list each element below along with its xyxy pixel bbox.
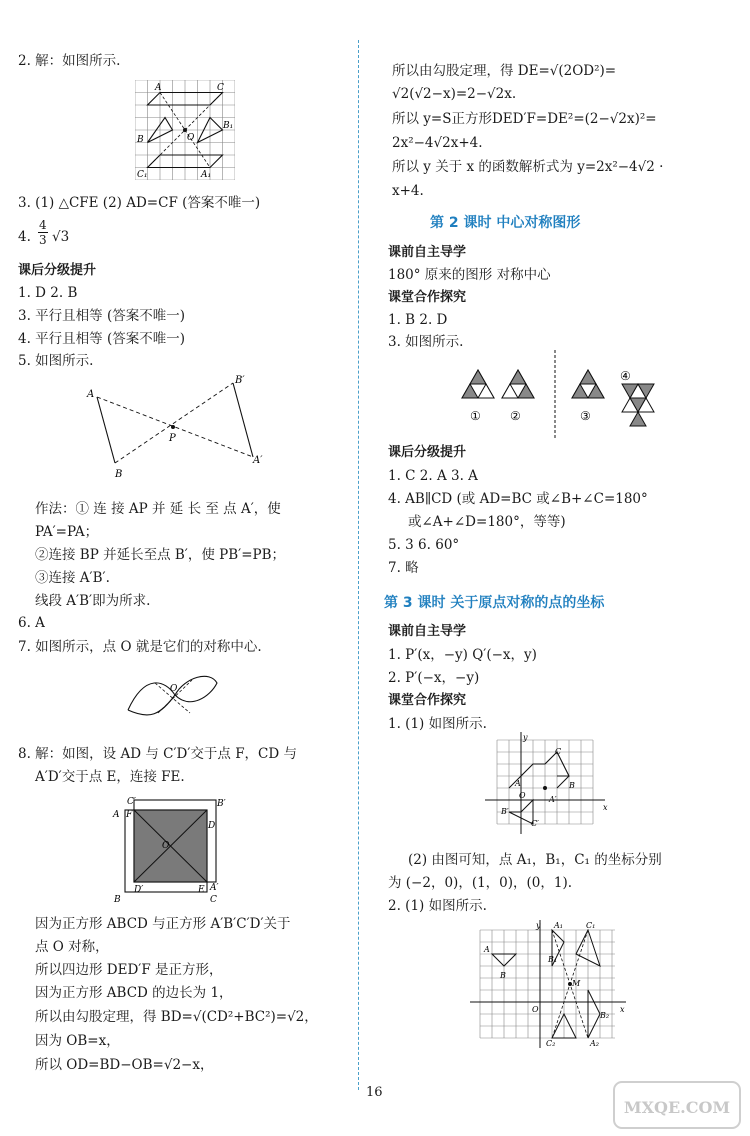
symmetry-figure-q7 xyxy=(120,665,225,725)
svg-text:A: A xyxy=(87,389,95,400)
proof-line-7: 所以 OD=BD−OB=√2−x， xyxy=(35,1057,214,1073)
circled-label-2: ② xyxy=(510,409,521,423)
answer-q3: 3. (1) △CFE (2) AD=CF (答案不唯一) xyxy=(18,195,261,211)
answer-a8-line1: 8. 解：如图，设 AD 与 C′D′交于点 F，CD 与 xyxy=(18,746,298,762)
answer-a5: 5. 如图所示. xyxy=(18,353,94,369)
proof-line-5: 所以由勾股定理，得 BD=√(CD²+BC²)=√2， xyxy=(35,1009,318,1025)
svg-text:O: O xyxy=(170,684,178,694)
svg-text:A′: A′ xyxy=(210,883,219,893)
lesson-2-title xyxy=(430,212,580,232)
svg-text:B′: B′ xyxy=(501,807,509,816)
proof-line-4: 因为正方形 ABCD 的边长为 1， xyxy=(35,985,233,1001)
fraction-4-3 xyxy=(38,218,48,247)
svg-text:B′: B′ xyxy=(217,799,226,809)
svg-text:O: O xyxy=(162,841,170,851)
pre-answer-1: 1. P′(x，−y) Q′(−x，y) xyxy=(388,647,537,663)
square-figure-q8 xyxy=(110,792,230,904)
svg-text:x: x xyxy=(620,1005,625,1014)
proof-line-2: 点 O 对称， xyxy=(35,939,109,955)
answer-q4-num: 4. xyxy=(18,229,31,245)
answer-a8-line2: A′D′交于点 E，连接 FE. xyxy=(35,769,185,785)
svg-text:A: A xyxy=(484,945,490,954)
fraction-denominator: 3 xyxy=(39,233,47,247)
after-answer-4b: 或∠A+∠D=180°，等等) xyxy=(408,514,566,530)
coordinate-grid-figure-1 xyxy=(485,730,615,840)
after-answer-1: 1. C 2. A 3. A xyxy=(388,468,478,484)
method-line-1: 作法：① 连 接 AP 并 延 长 至 点 A′，使 xyxy=(35,501,281,517)
coop-answer-1: 1. B 2. D xyxy=(388,312,448,328)
svg-text:B: B xyxy=(115,469,123,480)
section-pre-class-2: 课前自主导学 xyxy=(388,624,467,639)
triangle-patterns-figure xyxy=(460,350,720,445)
answer-a3: 3. 平行且相等 (答案不唯一) xyxy=(18,308,185,324)
circled-label-4: ④ xyxy=(620,369,631,383)
svg-text:A₁: A₁ xyxy=(201,170,212,180)
after-answer-4a: 4. AB∥CD (或 AD=BC 或∠B+∠C=180° xyxy=(388,491,648,507)
svg-text:B₁: B₁ xyxy=(223,121,234,131)
answer-a1: 1. D 2. B xyxy=(18,285,78,301)
section-cooperative: 课堂合作探究 xyxy=(388,290,467,305)
svg-text:A′: A′ xyxy=(253,455,263,466)
svg-text:B: B xyxy=(114,895,121,904)
lesson-3-label: 第 3 课时 关于原点对称的点的坐标 xyxy=(384,595,605,611)
svg-text:M: M xyxy=(572,979,581,988)
svg-text:B′: B′ xyxy=(235,375,245,386)
svg-text:B₁: B₁ xyxy=(548,955,558,964)
svg-text:C: C xyxy=(217,83,224,93)
section-heading-after-class: 课后分级提升 xyxy=(18,263,97,278)
right-line-3: 所以 y=S正方形DED′F=DE²=(2−√2x)²= xyxy=(392,111,657,127)
svg-text:P: P xyxy=(169,433,176,444)
right-line-1: 所以由勾股定理，得 DE=√(2OD²)= xyxy=(392,63,617,79)
method-line-4: ③连接 A′B′. xyxy=(35,570,110,586)
section-after-class-2: 课后分级提升 xyxy=(388,445,467,460)
circled-label-1: ① xyxy=(470,409,481,423)
svg-text:A: A xyxy=(515,779,521,788)
svg-text:D: D xyxy=(208,821,216,831)
pre-class-answer: 180° 原来的图形 对称中心 xyxy=(388,267,551,283)
svg-text:B: B xyxy=(500,971,506,980)
method-line-3: ②连接 BP 并延长至点 B′，使 PB′=PB； xyxy=(35,547,286,563)
coop2-answer-3: 2. (1) 如图所示. xyxy=(388,898,487,914)
svg-text:F: F xyxy=(126,810,133,820)
page-number: 16 xyxy=(366,1085,383,1100)
svg-text:C₁: C₁ xyxy=(137,170,148,180)
svg-text:C′: C′ xyxy=(127,797,136,807)
section-cooperative-2: 课堂合作探究 xyxy=(388,693,467,708)
svg-text:C′: C′ xyxy=(531,819,539,828)
right-line-2: √2(√2−x)=2−√2x. xyxy=(392,86,517,102)
column-divider xyxy=(358,40,359,1090)
answer-q2: 2. 解：如图所示. xyxy=(18,53,121,69)
svg-text:A: A xyxy=(155,83,162,93)
coop2-answer-1: 1. (1) 如图所示. xyxy=(388,716,487,732)
right-line-4: 2x²−4√2x+4. xyxy=(392,135,483,151)
right-line-6: x+4. xyxy=(392,183,424,199)
coop2-answer-2a: (2) 由图可知，点 A₁，B₁，C₁ 的坐标分别 xyxy=(408,852,662,868)
after-answer-5: 5. 3 6. 60° xyxy=(388,537,460,553)
svg-text:O: O xyxy=(187,133,195,143)
symmetry-figure-q5 xyxy=(85,375,270,490)
svg-text:x: x xyxy=(603,803,608,812)
svg-text:O: O xyxy=(519,791,526,800)
method-line-5: 线段 A′B′即为所求. xyxy=(35,593,151,609)
circled-label-3: ③ xyxy=(580,409,591,423)
coop2-answer-2b: 为 (−2，0)，(1，0)，(0，1). xyxy=(388,875,573,891)
pre-answer-2: 2. P′(−x，−y) xyxy=(388,670,480,686)
watermark-text: MXQE.COM xyxy=(623,1098,731,1117)
svg-text:y: y xyxy=(523,733,528,742)
svg-text:E: E xyxy=(198,885,205,895)
coop-answer-3: 3. 如图所示. xyxy=(388,334,464,350)
lesson-3-title xyxy=(384,592,604,612)
svg-text:B: B xyxy=(569,781,575,790)
svg-text:y: y xyxy=(536,921,541,930)
right-line-5: 所以 y 关于 x 的函数解析式为 y=2x²−4√2 · xyxy=(392,159,664,175)
svg-text:A₂: A₂ xyxy=(590,1039,599,1048)
svg-text:C₁: C₁ xyxy=(586,921,596,930)
fraction-numerator: 4 xyxy=(39,218,47,232)
answer-q4-sqrt: √3 xyxy=(52,229,70,245)
answer-a6: 6. A xyxy=(18,615,45,631)
answer-a4: 4. 平行且相等 (答案不唯一) xyxy=(18,331,185,347)
svg-text:A′: A′ xyxy=(549,795,557,804)
method-line-2: PA′=PA； xyxy=(35,524,99,540)
svg-text:O: O xyxy=(532,1005,539,1014)
svg-text:D′: D′ xyxy=(134,885,144,895)
after-answer-7: 7. 略 xyxy=(388,560,419,576)
lesson-2-label: 第 2 课时 中心对称图形 xyxy=(430,215,581,231)
svg-text:C: C xyxy=(555,747,562,756)
section-pre-class: 课前自主导学 xyxy=(388,245,467,260)
coordinate-grid-figure-2 xyxy=(470,918,630,1053)
svg-text:C: C xyxy=(210,895,217,904)
proof-line-1: 因为正方形 ABCD 与正方形 A′B′C′D′关于 xyxy=(35,916,291,932)
svg-text:B: B xyxy=(137,135,144,145)
proof-line-3: 所以四边形 DED′F 是正方形， xyxy=(35,962,223,978)
svg-text:B₂: B₂ xyxy=(600,1011,610,1020)
proof-line-6: 因为 OB=x， xyxy=(35,1033,120,1049)
watermark-logo xyxy=(612,1080,742,1130)
svg-text:A₁: A₁ xyxy=(554,921,563,930)
svg-text:C₂: C₂ xyxy=(546,1039,556,1048)
answer-a7: 7. 如图所示，点 O 就是它们的对称中心. xyxy=(18,639,262,655)
grid-figure-q2 xyxy=(135,80,235,180)
svg-text:A: A xyxy=(113,810,120,820)
